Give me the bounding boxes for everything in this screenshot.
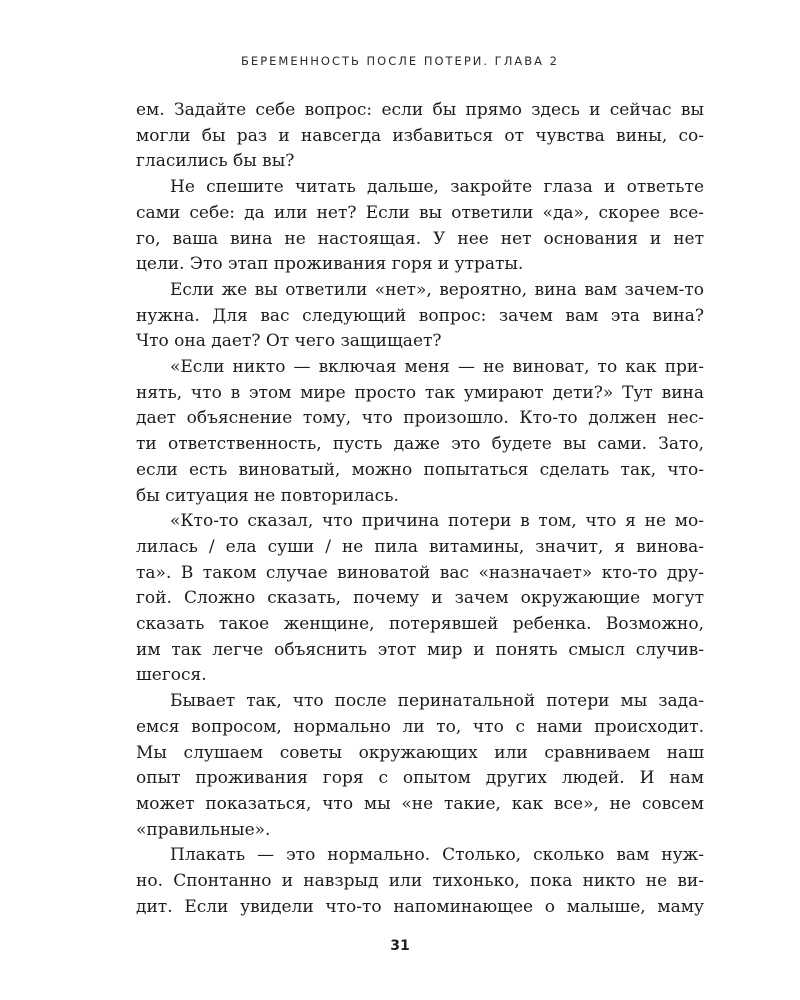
text-line: лилась / ела суши / не пила витамины, значит, я винова-	[136, 536, 704, 557]
paragraph	[136, 175, 704, 278]
text-line: ти ответственность, пусть даже это будете вы сами. Зато,	[136, 434, 704, 455]
text-line: та». В таком случае виноватой вас «назначает» кто-то дру-	[136, 562, 704, 583]
paragraph	[136, 509, 704, 689]
text-line: го, ваша вина не настоящая. У нее нет основания и нет	[136, 228, 704, 249]
text-line: нять, что в этом мире просто так умирают дети?» Тут вина	[136, 382, 704, 403]
text-line: «правильные».	[136, 819, 271, 840]
text-line: сказать такое женщине, потерявшей ребенка. Возможно,	[136, 614, 704, 635]
text-line: Плакать — это нормально. Столько, сколько вам нуж-	[170, 845, 704, 866]
text-line: Что она дает? От чего защищает?	[136, 331, 442, 352]
text-line: сами себе: да или нет? Если вы ответили «да», скорее все-	[136, 202, 704, 223]
text-line: но. Спонтанно и навзрыд или тихонько, пока никто не ви-	[136, 871, 704, 892]
text-line: шегося.	[136, 665, 207, 686]
text-line: может показаться, что мы «не такие, как все», не совсем	[136, 793, 704, 814]
body-text	[136, 98, 704, 921]
text-line: дает объяснение тому, что произошло. Кто-то должен нес-	[136, 408, 704, 429]
text-line: ем. Задайте себе вопрос: если бы прямо здесь и сейчас вы	[136, 100, 704, 120]
text-line: Если же вы ответили «нет», вероятно, вина вам зачем-то	[170, 279, 704, 300]
text-line: бы ситуация не повторилась.	[136, 485, 399, 506]
text-line: Не спешите читать дальше, закройте глаза и ответьте	[170, 177, 704, 198]
text-line: гой. Сложно сказать, почему и зачем окружающие могут	[136, 588, 704, 609]
paragraph	[136, 843, 704, 920]
text-line: им так легче объяснить этот мир и понять смысл случив-	[136, 639, 704, 660]
text-line: дит. Если увидели что-то напоминающее о малыше, маму	[136, 896, 704, 917]
text-line: Бывает так, что после перинатальной потери мы зада-	[170, 691, 704, 712]
text-line: «Кто-то сказал, что причина потери в том, что я не мо-	[170, 511, 704, 532]
text-line: емся вопросом, нормально ли то, что с нами происходит.	[136, 716, 704, 737]
text-line: гласились бы вы?	[136, 151, 295, 172]
text-line: могли бы раз и навсегда избавиться от чувства вины, со-	[136, 125, 704, 146]
running-head: БЕРЕМЕННОСТЬ ПОСЛЕ ПОТЕРИ. ГЛАВА 2	[241, 54, 559, 68]
paragraph	[136, 98, 704, 175]
paragraph	[136, 689, 704, 843]
text-line: опыт проживания горя с опытом других людей. И нам	[136, 768, 704, 789]
paragraph	[136, 278, 704, 355]
page-number: 31	[390, 938, 410, 954]
text-line: цели. Это этап проживания горя и утраты.	[136, 254, 524, 275]
text-line: если есть виноватый, можно попытаться сделать так, что-	[136, 459, 704, 480]
paragraph	[136, 355, 704, 509]
text-line: «Если никто — включая меня — не виноват, то как при-	[170, 357, 704, 378]
text-line: нужна. Для вас следующий вопрос: зачем вам эта вина?	[136, 305, 704, 326]
text-line: Мы слушаем советы окружающих или сравниваем наш	[136, 742, 704, 763]
